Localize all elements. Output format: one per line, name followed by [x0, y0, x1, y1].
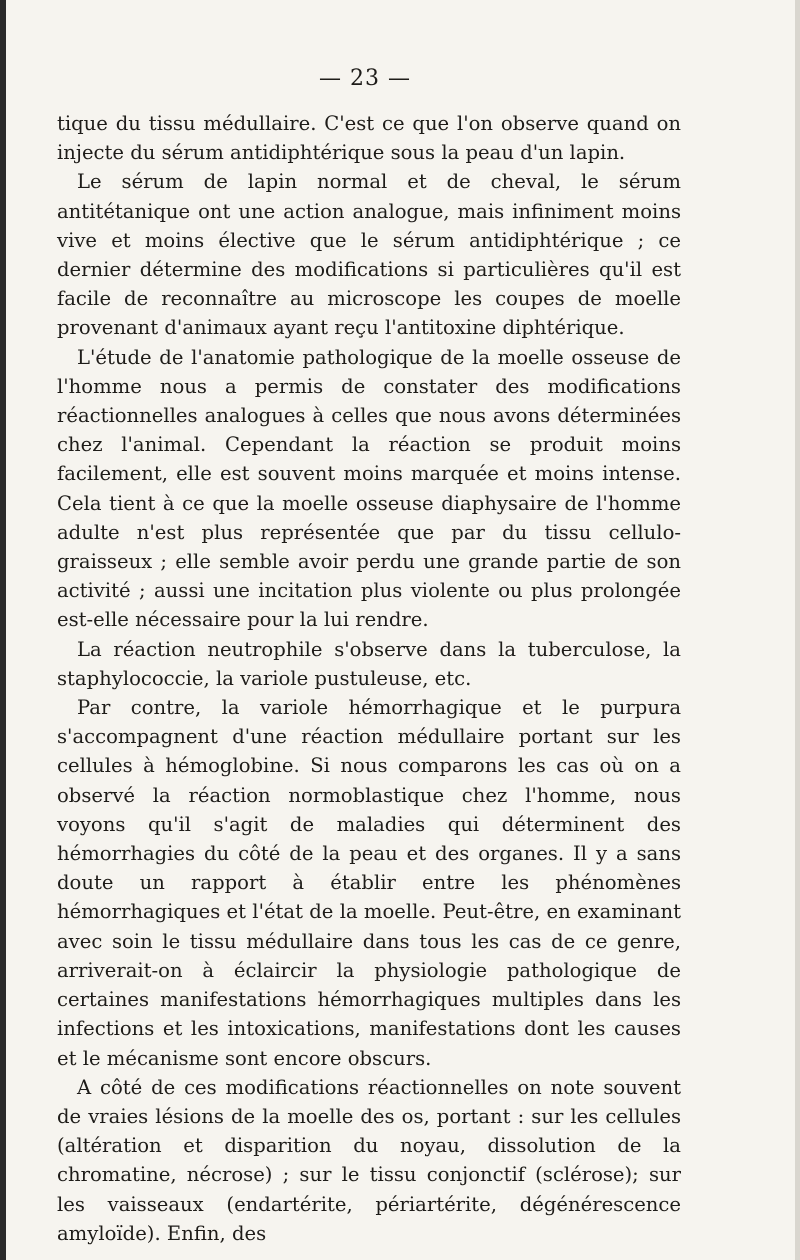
paragraph-true-lesions: A côté de ces modifications réactionnelles on note souvent de vraies lésions de la moelle des os, portant : sur les cellules (altération et disparition du noyau, dissolution de la chromatine, nécrose) ; sur le tissu conjonctif (sclérose); sur les vaisseaux (endartérite, périartérite, dégénérescence amyloïde). Enfin, des — [57, 1075, 681, 1245]
paragraph-neutrophil-reaction: La réaction neutrophile s'observe dans la tuberculose, la staphylococcie, la variole pustuleuse, etc. — [57, 637, 681, 690]
paragraph-hemorrhagic-variola: Par contre, la variole hémorrhagique et le purpura s'accompagnent d'une réaction médullaire portant sur les cellules à hémoglobine. Si nous comparons les cas où on a observé la réaction normoblastique chez l'homme, nous voyons qu'il s'agit de maladies qui déterminent des hémorrhagies du côté de la peau et des organes. Il y a sans doute un rapport à établir entre les phénomènes hémorrhagiques et l'état de la moelle. Peut-être, en examinant avec soin le tissu médullaire dans tous les cas de ce genre, arriverait-on à éclaircir la physiologie pathologique de certaines manifestations hémorrhagiques multiples dans les infections et les intoxications, manifestations dont les causes et le mécanisme sont encore obscurs. — [57, 696, 681, 1070]
paragraph-continuation: tique du tissu médullaire. C'est ce que l'on observe quand on injecte du sérum antidiphtérique sous la peau d'un lapin. — [57, 112, 681, 165]
page-left-edge — [0, 0, 6, 1260]
body-text — [57, 109, 681, 1248]
page-number: — 23 — — [319, 66, 411, 91]
paragraph-human-pathology: L'étude de l'anatomie pathologique de la moelle osseuse de l'homme nous a permis de constater des modifications réactionnelles analogues à celles que nous avons déterminées chez l'animal. Cependant la réaction se produit moins facilement, elle est souvent moins marquée et moins intense. Cela tient à ce que la moelle osseuse diaphysaire de l'homme adulte n'est plus représentée que par du tissu cellulo-graisseux ; elle semble avoir perdu une grande partie de son activité ; aussi une incitation plus violente ou plus prolongée est-elle nécessaire pour la lui rendre. — [57, 345, 681, 632]
page-right-edge — [795, 0, 800, 1260]
paragraph-serum-comparison: Le sérum de lapin normal et de cheval, le sérum antitétanique ont une action analogue, mais infiniment moins vive et moins élective que le sérum antidiphtérique ; ce dernier détermine des modifications si particulières qu'il est facile de reconnaître au microscope les coupes de moelle provenant d'animaux ayant reçu l'antitoxine diphtérique. — [57, 170, 681, 340]
